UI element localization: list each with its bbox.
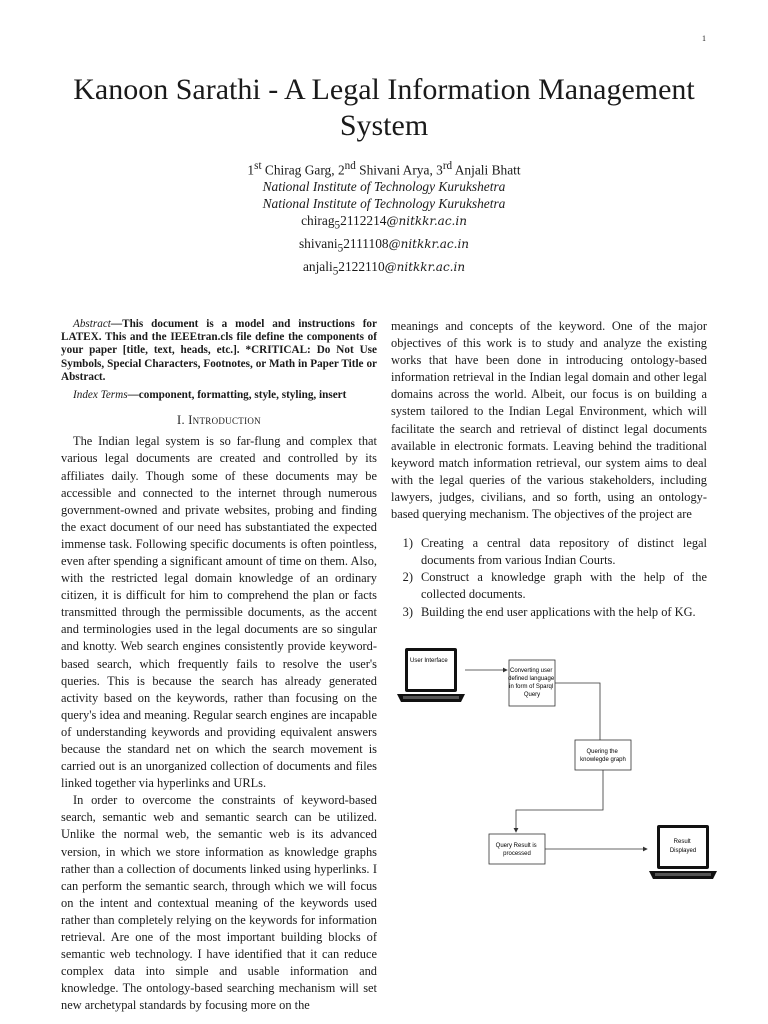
objectives-list — [391, 535, 707, 620]
index-terms: Index Terms—component, formatting, style, styling, insert — [73, 389, 347, 402]
flow-arrow — [516, 770, 603, 832]
right-column — [391, 318, 707, 621]
result-processed-label: Query Result is processed — [495, 843, 537, 857]
affiliation-1: National Institute of Technology Kurukshetra — [262, 179, 506, 195]
user-interface-label: User Interface — [410, 658, 448, 664]
intro-paragraph-1: The Indian legal system is so far-flung and complex that various legal documents are created and controlled by its affiliates daily. Though some of these documents may be accessible and connected to the internet through numerous government-owned and private websites, probing and finding the exact document of our need has substantiated the expected immense task. Following specific documents is often pointless, even after spending a significant amount of time on them. Also, with the restricted legal domain knowledge of an ordinary citizen, it is difficult for him to comprehend the plan or facts transmitted through the permissible documents, as the accent and terminologies used in the legal documents are so singular and knotty. Web search engines consistently provide keyword-based search, which frequently fails to resolve the user's queries. This is because the search has already generated activity based on the keywords, rather than focusing on the query's idea and meaning. Regular search engines are incapable of understanding keywords and providing equivalent answers because the standard net on which the search movement is carried out is an unorganized collection of documents and files linked together via hyperlinks and URLs. — [61, 434, 377, 791]
paper-title: Kanoon Sarathi - A Legal Information Management System — [73, 73, 695, 142]
page-number: 1 — [702, 34, 706, 43]
convert-query-label: Converting user defined language in form of Sparql Query — [508, 668, 555, 698]
query-graph-label: Quering the knowlegde graph — [580, 749, 626, 763]
convert-query-box — [509, 660, 555, 706]
left-column — [61, 318, 377, 1015]
list-item: 2) Construct a knowledge graph with the help of the collected documents. — [402, 570, 707, 602]
system-flow-diagram — [395, 640, 717, 900]
query-graph-box — [575, 740, 631, 770]
laptop-icon — [397, 648, 465, 702]
affiliation-2: National Institute of Technology Kurukshetra — [262, 196, 506, 212]
intro-paragraph-2-continued: meanings and concepts of the keyword. One of the major objectives of this work is to study and analyze the existing works that have been done in introducing ontology-based information retrieval in the Indian legal domain and other legal domains across the world. Albeit, our focus is on building a system tailored to the Indian Legal Environment, which will facilitate the search and retrieval of distinct legal documents available in electronic formats. Leaving behind the traditional keyword match information retrieval, our system aims to deal with the legal queries of the various stakeholders, including lawyers, judges, civilians, and so forth, using an ontology-based querying mechanism. The objectives of the project are — [391, 319, 707, 522]
intro-paragraph-2: In order to overcome the constraints of keyword-based search, semantic web and semantic search can be utilized. Unlike the normal web, the semantic web is its advanced version, in which we store information as knowledge graphs rather than a collection of documents linked using hyperlinks. I can perform the semantic search, through which we will focus on the intent and contextual meaning of the keywords used rather than completely relying on the keywords for information retrieval. Are one of the most important building blocks of semantic web technology. I have identified that it can reduce complex data into simple and usable information and knowledge. The ontology-based searching mechanism will set new archetypal standards by focusing more on the — [61, 793, 377, 1013]
email-2: shivani$_5$2111108@nitkkr.ac.in — [298, 236, 470, 255]
result-displayed-label: Result Displayed — [669, 839, 697, 854]
flow-arrow — [555, 683, 600, 748]
abstract: Abstract—This document is a model and instructions for LATEX. This and the IEEEtran.cls file define the components of your paper [title, text, heads, etc.]. *CRITICAL: Do Not Use Symbols, Special Characters, Footnotes, or Math in Paper Title or Abstract. — [61, 318, 377, 383]
email-1: chirag$_5$2112214@nitkkr.ac.in — [301, 213, 467, 233]
author-names: 1st Chirag Garg, 2nd Shivani Arya, 3rd Anjali Bhatt — [247, 160, 521, 178]
author-block — [40, 158, 728, 280]
result-processed-box — [489, 834, 545, 864]
list-item: 3) Building the end user applications with the help of KG. — [402, 604, 696, 619]
section-heading: I. Introduction — [177, 413, 261, 428]
list-item: 1) Creating a central data repository of distinct legal documents from various Indian Courts. — [402, 536, 707, 568]
email-3: anjali$_5$2122110@nitkkr.ac.in — [302, 258, 466, 278]
